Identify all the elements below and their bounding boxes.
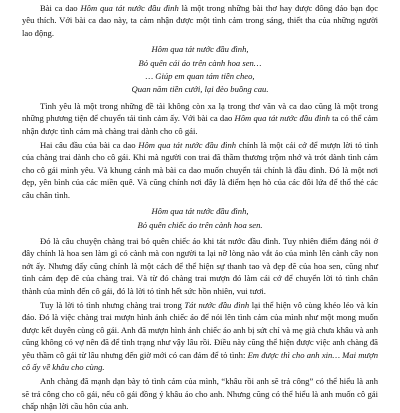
paragraph-story: Đó là câu chuyện chàng trai bỏ quên chiếc áo khi tát nước đầu đình. Tuy nhiên điểm đáng nói ở đây chính là hoa sen làm gì có cành mà con người ta lại nỡ lòng nào vắt áo của mình lên cành cây non nớt ấy. Nhưng đấy cũng chính là một cách để thể hiện sự thanh tao và đẹp đẽ của hoa sen, cũng như tình cảm đẹp đẽ của chàng trai. Và từ đó chàng trai mượn đó làm cái cớ để chuyển lời tỏ tình chân thành của mình đến cô gái, đó là lời tỏ tình hết sức hồn nhiên, vui tươi. — [22, 235, 378, 296]
paragraph-theme — [22, 100, 378, 137]
verse-line: Hôm qua tát nước đầu đình, — [151, 44, 249, 55]
paragraph-text: Tình yêu là một trong những đề tài không còn xa lạ trong thơ văn và ca dao cũng là một trong những phương tiện để chuyển tải tình cảm ấy. Với bài ca dao — [22, 100, 378, 124]
inline-quote: Em được thì cho anh xin… Mai mượn cô ấy về khâu cho cùng. — [22, 349, 378, 372]
verse-line: Bỏ quên chiếc áo trên cành hoa sen. — [137, 219, 263, 230]
paragraph-intro — [22, 2, 378, 39]
paragraph-confession — [22, 299, 378, 373]
poem-title: Hôm qua tát nước đầu đình — [138, 140, 237, 151]
paragraph-text: Bài ca dao — [40, 3, 81, 13]
paragraph-text: Hai câu đầu của bài ca dao — [40, 140, 139, 151]
poem-title: Hôm qua tát nước đầu đình — [80, 3, 179, 13]
paragraph-boldness: Anh chàng đã mạnh dạn bày tỏ tình cảm của mình, “khâu rồi anh sẽ trả công” có thể hiểu là anh sẽ trả công cho cô gái, nếu cô gái đồng ý khâu áo cho anh. Nhưng cũng có thể hiểu là anh muốn cô gái chấp nhận lời cầu hôn của anh. — [22, 376, 378, 412]
poem-title: Hôm qua tát nước đầu đình — [234, 113, 330, 124]
paragraph-text: ta có thể cảm nhận được tình cảm mà chàng trai dành cho cô gái. — [22, 113, 378, 136]
paragraph-text: lại thể hiện vô cùng khéo léo và kín đáo. Đó là việc chàng trai mượn hình ảnh chiếc áo để nói lên tình cảm của mình như một mong muốn được kết duyên cùng cô gái. Anh đã mượn hình ảnh chiếc áo anh bị sứt chỉ và mẹ già chưa khâu và anh cũng không có vợ nên đã để tình trạng như vậy lâu rồi. Điều này cũng thể hiện được việc anh chàng đã yêu thầm cô gái từ lâu nhưng đến giờ mới có can đảm để tỏ tình: — [22, 299, 378, 360]
paragraph-text: là một trong những bài thơ hay được đông đảo bạn đọc yêu thích. Với bài ca dao này, ta cảm nhận được một tình cảm trong sáng, thiết tha của những người lao động. — [22, 3, 379, 38]
paragraph-opening — [22, 139, 378, 201]
poem-title: Tát nước đầu đình — [184, 299, 250, 310]
verse-line: Quan năm tiền cưới, lại đèo buồng cau. — [131, 84, 269, 95]
paragraph-text: chính là một cái cớ để mượn lời tỏ tình của chàng trai dành cho cô gái. Khi mà người con trai đã thầm thương trộm nhớ và trót dành tình cảm cho cô gái mình yêu. Và khung cảnh mà bài ca dao muốn chuyển tải chính là đầu đình. Đó là một nơi đẹp, yên bình của các miền quê. Và cũng chính nơi đây là điểm hẹn hò của các đôi lứa để thổ thẻ các câu chân tình. — [22, 140, 378, 200]
verse-line: Hôm qua tát nước đầu đình, — [151, 206, 249, 217]
verse-line: … Giúp em quan tám tiền cheo, — [145, 71, 255, 82]
verse-line: Bỏ quên cái áo trên cành hoa sen… — [138, 57, 262, 68]
paragraph-text: Tuy là lời tỏ tình nhưng chàng trai trong — [40, 299, 185, 310]
